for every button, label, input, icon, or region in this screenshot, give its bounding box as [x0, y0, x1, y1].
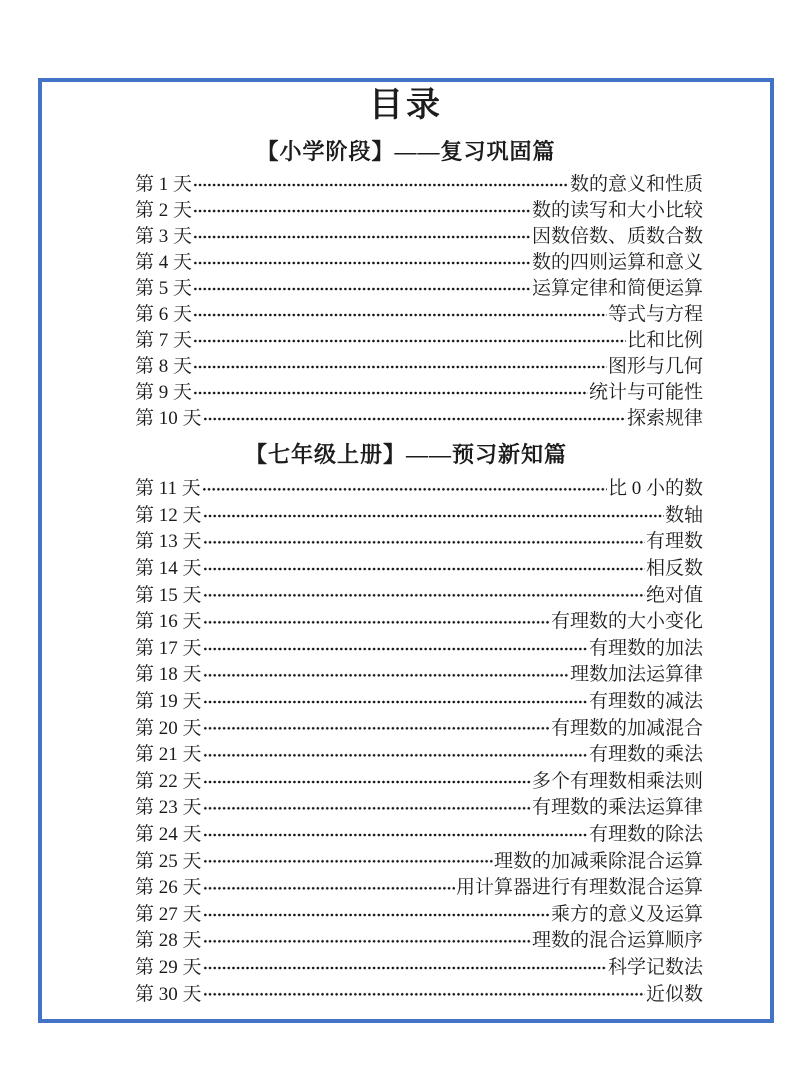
- toc-entry[interactable]: [135, 302, 703, 328]
- toc-entry-day: 第 27 天: [135, 903, 202, 925]
- toc-entry-day: 第 25 天: [135, 850, 202, 872]
- dot-leader: [203, 689, 588, 716]
- dot-leader: [193, 380, 588, 406]
- toc-entry[interactable]: [135, 276, 703, 302]
- dot-leader: [203, 928, 531, 955]
- dot-leader: [203, 503, 664, 530]
- toc-entry[interactable]: [135, 529, 703, 556]
- dot-leader: [203, 822, 588, 849]
- dot-leader: [193, 250, 531, 276]
- dot-leader: [203, 875, 455, 902]
- toc-entry-day: 第 11 天: [135, 478, 201, 500]
- dot-leader: [203, 769, 531, 796]
- toc-entry-title: 有理数的乘法: [588, 744, 703, 766]
- toc-entry-day: 第 12 天: [135, 504, 202, 526]
- toc-entry-title: 比 0 小的数: [607, 478, 703, 500]
- toc-entry[interactable]: [135, 689, 703, 716]
- toc-entry-day: 第 16 天: [135, 611, 202, 633]
- toc-entry[interactable]: [135, 822, 703, 849]
- dot-leader: [203, 955, 607, 982]
- dot-leader: [203, 902, 550, 929]
- toc-entry-title: 有理数的大小变化: [550, 611, 703, 633]
- toc-entry-day: 第 28 天: [135, 930, 202, 952]
- toc-entry-day: 第 9 天: [135, 382, 193, 403]
- dot-leader: [193, 276, 531, 302]
- toc-entry-title: 数的四则运算和意义: [531, 252, 703, 273]
- section-entries: [135, 172, 703, 432]
- dot-leader: [203, 742, 588, 769]
- toc-entry[interactable]: [135, 476, 703, 503]
- toc-entry[interactable]: [135, 250, 703, 276]
- toc-entry[interactable]: [135, 198, 703, 224]
- toc-entry-title: 运算定律和简便运算: [531, 278, 703, 299]
- toc-entry-day: 第 2 天: [135, 200, 193, 221]
- page-border-frame: [38, 78, 774, 1023]
- toc-entry-title: 有理数: [645, 531, 703, 553]
- toc-entry-title: 数轴: [664, 504, 703, 526]
- dot-leader: [193, 172, 569, 198]
- toc-entry-title: 有理数的乘法运算律: [531, 797, 703, 819]
- toc-entry[interactable]: [135, 224, 703, 250]
- toc-entry-title: 等式与方程: [607, 304, 703, 325]
- toc-entry-day: 第 14 天: [135, 558, 202, 580]
- toc-entry-title: 用计算器进行有理数混合运算: [455, 877, 703, 899]
- toc-entry-day: 第 6 天: [135, 304, 193, 325]
- dot-leader: [203, 795, 531, 822]
- toc-entry-day: 第 22 天: [135, 770, 202, 792]
- toc-entry-day: 第 18 天: [135, 664, 202, 686]
- dot-leader: [203, 981, 645, 1008]
- toc-entry-title: 绝对值: [645, 584, 703, 606]
- toc-entry-day: 第 13 天: [135, 531, 202, 553]
- toc-entry[interactable]: [135, 380, 703, 406]
- toc-entry[interactable]: [135, 328, 703, 354]
- dot-leader: [203, 609, 550, 636]
- toc-entry-title: 乘方的意义及运算: [550, 903, 703, 925]
- dot-leader: [203, 556, 645, 583]
- toc-entry-title: 多个有理数相乘法则: [531, 770, 703, 792]
- toc-entry[interactable]: [135, 636, 703, 663]
- toc-entry-title: 有理数的减法: [588, 691, 703, 713]
- dot-leader: [193, 224, 531, 250]
- toc-entry[interactable]: [135, 769, 703, 796]
- toc-entry-title: 数的意义和性质: [569, 174, 703, 195]
- toc-entry-title: 科学记数法: [607, 956, 703, 978]
- toc-entry-day: 第 10 天: [135, 408, 202, 429]
- toc-entry-day: 第 5 天: [135, 278, 193, 299]
- toc-entry-day: 第 15 天: [135, 584, 202, 606]
- toc-entry-day: 第 1 天: [135, 174, 193, 195]
- dot-leader: [193, 328, 626, 354]
- toc-entry-title: 比和比例: [626, 330, 703, 351]
- toc-entry-title: 有理数的加减混合: [550, 717, 703, 739]
- dot-leader: [203, 529, 645, 556]
- toc-sections: [42, 137, 770, 1008]
- toc-entry-day: 第 4 天: [135, 252, 193, 273]
- dot-leader: [193, 354, 607, 380]
- toc-entry-day: 第 26 天: [135, 877, 202, 899]
- toc-entry-title: 统计与可能性: [588, 382, 703, 403]
- section-entries: [135, 476, 703, 1008]
- dot-leader: [193, 302, 607, 328]
- toc-entry[interactable]: [135, 848, 703, 875]
- toc-entry[interactable]: [135, 981, 703, 1008]
- toc-entry-title: 图形与几何: [607, 356, 703, 377]
- toc-entry[interactable]: [135, 662, 703, 689]
- toc-entry[interactable]: [135, 795, 703, 822]
- section-heading: 【小学阶段】——复习巩固篇: [256, 139, 556, 164]
- dot-leader: [203, 662, 569, 689]
- toc-entry-day: 第 29 天: [135, 956, 202, 978]
- dot-leader: [203, 582, 645, 609]
- toc-entry[interactable]: [135, 556, 703, 583]
- toc-entry-day: 第 3 天: [135, 226, 193, 247]
- section-heading: 【七年级上册】——预习新知篇: [244, 442, 567, 467]
- toc-entry-title: 有理数的加法: [588, 637, 703, 659]
- toc-entry-day: 第 8 天: [135, 356, 193, 377]
- toc-section: [42, 137, 770, 432]
- toc-entry-day: 第 20 天: [135, 717, 202, 739]
- toc-entry[interactable]: [135, 955, 703, 982]
- toc-section: [42, 440, 770, 1008]
- toc-entry-day: 第 17 天: [135, 637, 202, 659]
- toc-entry-title: 相反数: [645, 558, 703, 580]
- toc-entry-title: 探索规律: [626, 408, 703, 429]
- toc-entry-title: 数的读写和大小比较: [531, 200, 703, 221]
- toc-entry-day: 第 21 天: [135, 744, 202, 766]
- toc-entry-day: 第 30 天: [135, 983, 202, 1005]
- page-title: 目录: [369, 87, 443, 124]
- toc-entry[interactable]: [135, 875, 703, 902]
- toc-entry[interactable]: [135, 902, 703, 929]
- toc-entry[interactable]: [135, 582, 703, 609]
- dot-leader: [193, 198, 531, 224]
- toc-entry[interactable]: [135, 715, 703, 742]
- toc-entry-day: 第 24 天: [135, 824, 202, 846]
- toc-entry-day: 第 7 天: [135, 330, 193, 351]
- toc-entry-day: 第 19 天: [135, 691, 202, 713]
- dot-leader: [203, 715, 550, 742]
- toc-entry-title: 理数的加减乘除混合运算: [493, 850, 703, 872]
- toc-entry-title: 理数加法运算律: [569, 664, 703, 686]
- toc-entry-title: 理数的混合运算顺序: [531, 930, 703, 952]
- dot-leader: [202, 476, 607, 503]
- toc-entry[interactable]: [135, 928, 703, 955]
- toc-entry[interactable]: [135, 172, 703, 198]
- toc-entry[interactable]: [135, 406, 703, 432]
- toc-entry[interactable]: [135, 609, 703, 636]
- dot-leader: [203, 636, 588, 663]
- toc-entry-title: 因数倍数、质数合数: [531, 226, 703, 247]
- toc-entry-title: 有理数的除法: [588, 824, 703, 846]
- dot-leader: [203, 406, 626, 432]
- toc-entry[interactable]: [135, 354, 703, 380]
- toc-entry[interactable]: [135, 503, 703, 530]
- dot-leader: [203, 848, 493, 875]
- toc-entry[interactable]: [135, 742, 703, 769]
- toc-entry-title: 近似数: [645, 983, 703, 1005]
- toc-entry-day: 第 23 天: [135, 797, 202, 819]
